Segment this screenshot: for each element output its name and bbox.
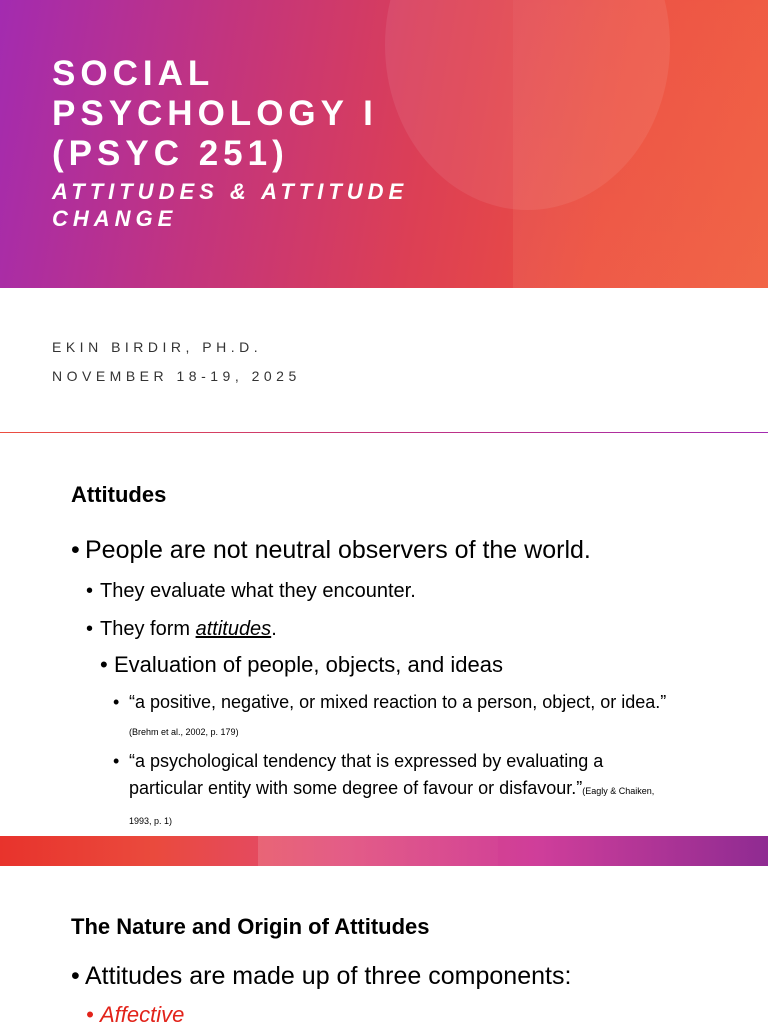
bullet-level-1 — [71, 536, 591, 565]
slide-title: Attitudes — [71, 482, 167, 507]
citation: (Brehm et al., 2002, p. 179) — [129, 727, 239, 737]
course-title-line-1: SOCIAL — [52, 54, 215, 93]
title-banner — [0, 0, 768, 288]
decorative-glint — [258, 836, 498, 866]
bullet-level-3 — [100, 652, 503, 678]
bullet-icon: • — [113, 692, 120, 712]
bullet-icon: • — [100, 652, 108, 677]
course-title-line-3: (PSYC 251) — [52, 134, 289, 173]
bullet-level-1 — [71, 962, 571, 991]
author-name: EKIN BIRDIR, PH.D. — [52, 339, 263, 355]
bullet-level-2 — [86, 580, 416, 603]
slide-divider — [0, 432, 768, 433]
bullet-icon: • — [86, 580, 94, 602]
component-label: Affective — [100, 1002, 185, 1027]
bullet-icon: • — [86, 618, 94, 640]
component-item — [86, 1002, 184, 1028]
quote-text: “a positive, negative, or mixed reaction to a person, object, or idea.” — [129, 692, 667, 712]
course-title — [52, 54, 378, 174]
bullet-text: Attitudes are made up of three components: — [85, 962, 572, 990]
lecture-date: NOVEMBER 18-19, 2025 — [52, 368, 301, 384]
key-term: attitudes — [195, 618, 272, 640]
bullet-text-suffix: . — [271, 618, 277, 640]
quote-text: “a psychological tendency that is expressed by evaluating a particular entity with some degree of favour or disfavour.” — [129, 751, 604, 798]
lecture-subtitle: ATTITUDES & ATTITUDE CHANGE — [52, 179, 409, 231]
bullet-text: They evaluate what they encounter. — [100, 580, 416, 602]
slide-title: The Nature and Origin of Attitudes — [71, 914, 430, 939]
bullet-icon: • — [113, 751, 120, 771]
citation: (Eagly & Chaiken, 1993, p. 1) — [129, 786, 655, 826]
slide-footer-band — [0, 836, 768, 866]
quote-bullet — [113, 689, 673, 746]
decorative-panel — [513, 0, 768, 288]
bullet-icon: • — [71, 536, 80, 564]
course-title-line-2: PSYCHOLOGY I — [52, 94, 378, 133]
quote-bullet — [113, 748, 673, 835]
bullet-icon: • — [71, 962, 80, 990]
bullet-text-prefix: They form — [100, 618, 196, 640]
bullet-icon: • — [86, 1002, 94, 1027]
bullet-level-2 — [86, 618, 277, 641]
bullet-text: Evaluation of people, objects, and ideas — [114, 652, 503, 677]
bullet-text: People are not neutral observers of the world. — [85, 536, 591, 564]
